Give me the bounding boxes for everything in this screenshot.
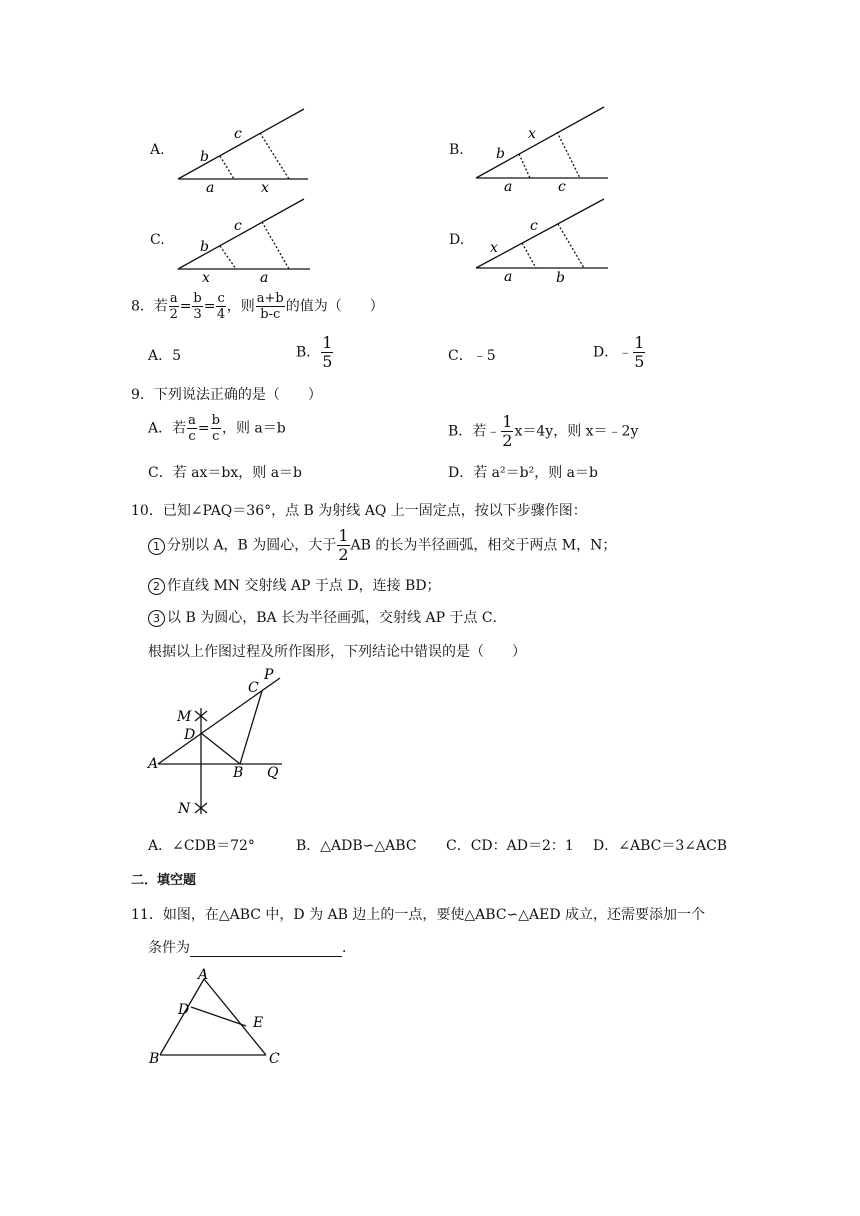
q8-frac-c4: $\frac{c}{4}$	[216, 291, 226, 322]
q7b-label-b: b	[496, 146, 505, 162]
q8-option-a: A．5	[148, 348, 182, 364]
q11-label-D: D	[178, 1002, 190, 1018]
q10-label-B: B	[233, 765, 244, 781]
q7d-label-c: c	[530, 218, 538, 234]
q10-option-d: D．∠ABC＝3∠ACB	[593, 838, 728, 854]
q10-label-Q: Q	[267, 765, 279, 781]
q8-frac-a2: $\frac{a}{2}$	[169, 291, 178, 322]
q7a-label-x: x	[261, 180, 269, 194]
q11-answer-blank[interactable]	[190, 942, 342, 957]
q7-option-a-letter: A.	[150, 142, 165, 158]
q10-label-C: C	[248, 680, 259, 696]
q9-option-b: B．若﹣ $\frac{1}{2}$ x＝4y，则 x＝﹣2y	[448, 412, 639, 450]
q8-frac-expr: $\frac{a+b}{b-c}$	[256, 291, 284, 322]
q9-option-c: C．若 ax＝bx，则 a＝b	[148, 465, 303, 481]
q10-label-A: A	[148, 756, 159, 772]
q10-stem: 10．已知∠PAQ＝36°，点 B 为射线 AQ 上一固定点，按以下步骤作图：	[131, 503, 587, 519]
q7d-label-b: b	[556, 270, 565, 284]
q7a-label-b: b	[200, 149, 209, 165]
q7-option-d-letter: D.	[449, 232, 465, 248]
q8-option-b: B． $\frac{1}{5}$	[296, 333, 333, 371]
q9-stem: 9．下列说法正确的是（ ）	[131, 387, 322, 403]
q8-option-c: C．﹣5	[448, 348, 496, 364]
q7a-label-c: c	[234, 126, 242, 142]
q11-label-C: C	[269, 1051, 280, 1067]
q10-option-c: C．CD：AD＝2：1	[446, 838, 574, 854]
q7d-label-x: x	[490, 240, 498, 256]
q9-option-d: D．若 a²＝b²，则 a＝b	[448, 465, 598, 481]
q7-option-d-figure	[474, 196, 614, 284]
q10-step-1: 1 分别以 A，B 为圆心，大于 $\frac{1}{2}$ AB 的长为半径画弧，相交于两点 M，N；	[148, 528, 616, 563]
q7d-label-a: a	[504, 269, 513, 284]
q7-option-c-figure	[176, 196, 316, 284]
q8-option-d: D．﹣ $\frac{1}{5}$	[593, 333, 645, 371]
q7-option-c-letter: C.	[150, 232, 165, 248]
q8-frac-b3: $\frac{b}{3}$	[193, 291, 202, 322]
q10-option-a: A．∠CDB＝72°	[148, 838, 255, 854]
section-title: 二．填空题	[131, 873, 197, 888]
q10-step-2: 2 作直线 MN 交射线 AP 于点 D，连接 BD；	[148, 575, 441, 595]
q11-label-B: B	[149, 1051, 160, 1067]
q7b-label-a: a	[504, 179, 513, 192]
q7b-label-x: x	[528, 126, 536, 142]
q10-label-P: P	[264, 667, 274, 683]
q10-step-3: 3 以 B 为圆心，BA 长为半径画弧，交射线 AP 于点 C．	[148, 607, 507, 627]
q7c-label-c: c	[234, 218, 242, 234]
q7b-label-c: c	[558, 179, 566, 192]
q11-label-E: E	[253, 1015, 264, 1031]
q11-line2: 条件为 ．	[148, 940, 356, 956]
q7c-label-x: x	[202, 270, 210, 284]
q11-label-A: A	[198, 967, 209, 983]
q7-option-a-figure	[176, 106, 316, 194]
q10-label-M: M	[177, 709, 192, 725]
q10-label-N: N	[178, 801, 191, 817]
q11-stem: 11．如图，在△ABC 中，D 为 AB 边上的一点，要使△ABC∽△AED 成立，还需要添加一个	[131, 907, 706, 923]
q7c-label-b: b	[200, 239, 209, 255]
q7c-label-a: a	[260, 270, 269, 284]
q7a-label-a: a	[206, 180, 215, 194]
q9-option-a: A．若 $\frac{a}{c}$ = $\frac{b}{c}$ ，则 a＝b	[148, 413, 286, 444]
q10-figure	[146, 664, 286, 820]
q11-figure	[146, 967, 286, 1071]
q10-label-D: D	[184, 727, 196, 743]
q7-option-b-figure	[474, 104, 614, 192]
q10-ask: 根据以上作图过程及所作图形，下列结论中错误的是（ ）	[148, 644, 526, 660]
q7-option-b-letter: B.	[449, 142, 464, 158]
q8-stem: 8．若 $\frac{a}{2}$ = $\frac{b}{3}$ = $\frac{c}{4}$ ，则 $\frac{a+b}{b-c}$ 的值为（ ）	[131, 291, 384, 322]
q10-option-b: B．△ADB∽△ABC	[296, 838, 417, 854]
